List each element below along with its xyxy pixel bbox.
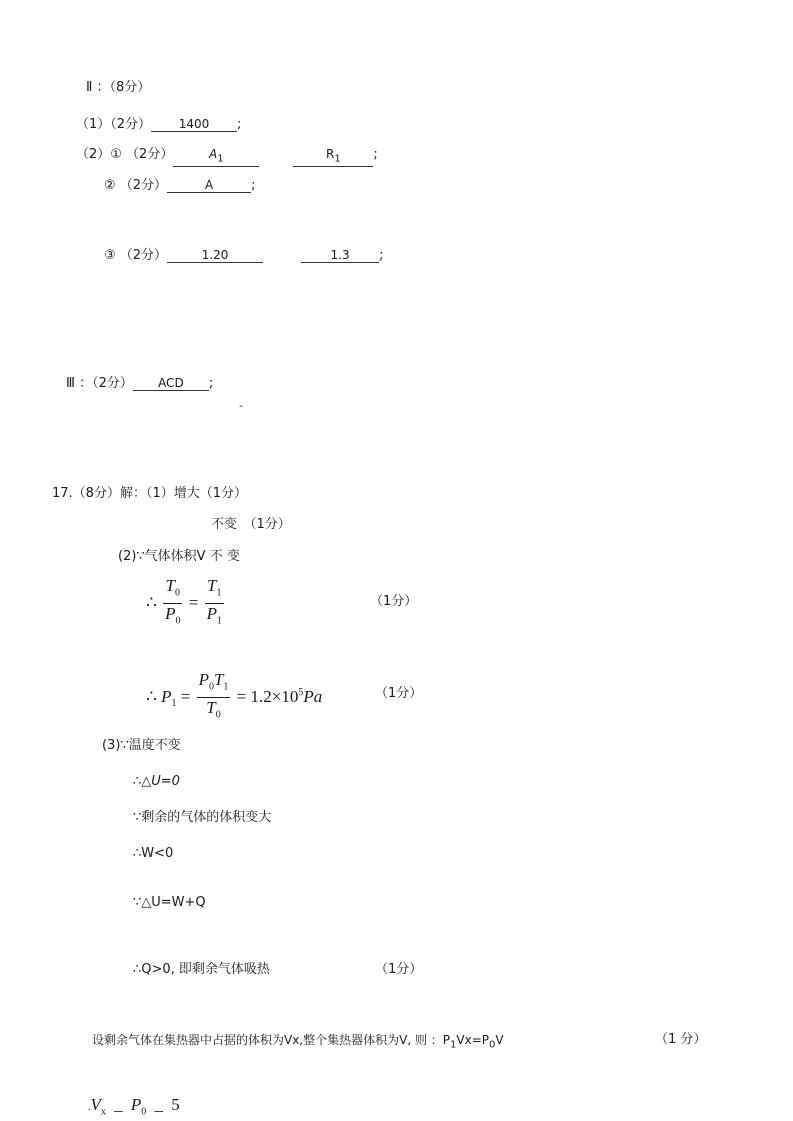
equation-2: ∴ $P_1$ = $\frac{P_0T_1}{T_0}$ = $1.2\times 10^5Pa$ — [146, 670, 322, 726]
eq1-score: （1分） — [370, 594, 418, 609]
section-3-suffix: ; — [208, 376, 214, 391]
eq1-lhs-fraction: $\frac{T_0}{P_0}$ — [165, 576, 181, 627]
q2-3-suffix: ; — [379, 248, 384, 263]
q1-prefix: （1）（2分） — [76, 117, 152, 132]
part3-line5-score: （1分） — [375, 962, 423, 977]
q2-2-answer: A — [167, 178, 251, 193]
part4-line1-score: （1 分） — [655, 1032, 707, 1047]
part3-line5: ∴Q>0, 即剩余气体吸热 — [133, 962, 270, 977]
section-3-line — [66, 375, 213, 393]
equation-3-partial: $.V_x$ _ $P_0$ _ 5 — [88, 1095, 180, 1118]
eq2-score: （1分） — [375, 686, 423, 701]
eq1-rhs-fraction: $\frac{T_1}{P_1}$ — [206, 576, 222, 627]
q2-1-answer-a: $A_1$ — [173, 147, 259, 167]
q1-answer: 1400 — [151, 117, 237, 132]
q17-part2-heading: (2)∵气体体积V 不 变 — [118, 549, 240, 564]
q17-heading: 17.（8分）解：（1）增大（1分） — [52, 486, 247, 501]
q2-1-prefix: （2）① （2分） — [76, 147, 174, 162]
part3-line4: ∵△U=W+Q — [133, 895, 206, 910]
q2-1-answer-b: $R_1$ — [293, 147, 373, 167]
section-2-title: Ⅱ ：（8分） — [86, 80, 151, 95]
q2-3-line — [104, 247, 383, 265]
section-3-prefix: Ⅲ ：（2分） — [66, 376, 133, 391]
part3-line2: ∵剩余的气体的体积变大 — [133, 810, 272, 825]
q2-3-answer-a: 1.20 — [167, 248, 263, 263]
q17-part3-heading: (3)∵温度不变 — [102, 738, 181, 753]
q2-2-suffix: ; — [251, 178, 256, 193]
q17-line2: 不变 （1分） — [211, 517, 291, 532]
part4-line1: 设剩余气体在集热器中占据的体积为Vx,整个集热器体积为V, 则 ：$P_1Vx=P_0V$ — [92, 1033, 504, 1051]
q2-2-line — [104, 177, 255, 195]
q1-line — [76, 116, 241, 134]
q1-suffix: ; — [237, 117, 242, 132]
section-3-dash: - — [239, 399, 243, 412]
q2-1-suffix: ; — [373, 147, 378, 162]
section-3-answer: ACD — [133, 376, 209, 391]
q2-3-answer-b: 1.3 — [301, 248, 379, 263]
q2-2-prefix: ② （2分） — [104, 178, 168, 193]
part3-line3: ∴W<0 — [133, 846, 174, 861]
eq2-fraction: $\frac{P_0T_1}{T_0}$ — [198, 670, 229, 721]
part3-line1: ∴△U=0 — [133, 774, 180, 789]
q2-3-prefix: ③ （2分） — [104, 248, 168, 263]
q2-1-line — [76, 146, 378, 167]
equation-1: ∴ $\frac{T_0}{P_0}$ = $\frac{T_1}{P_1}$ — [146, 576, 226, 632]
